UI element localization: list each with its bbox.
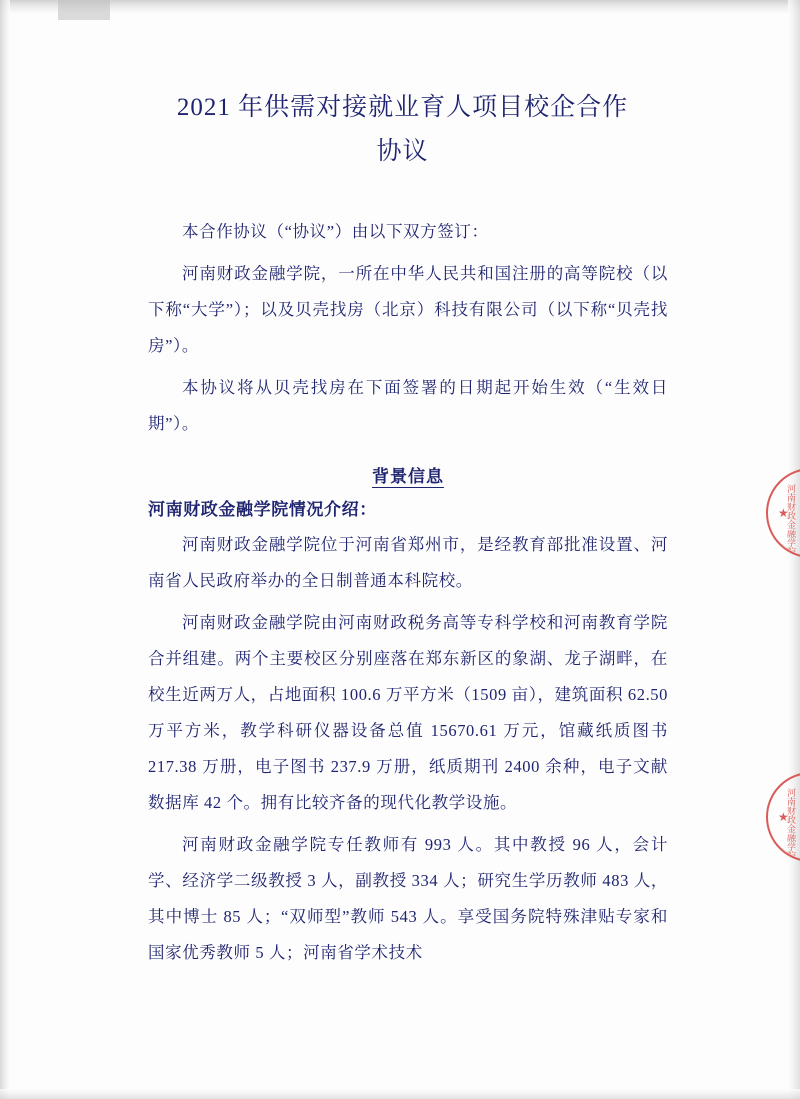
seal-stamp-lower <box>766 772 800 862</box>
paragraph-parties-detail: 河南财政金融学院，一所在中华人民共和国注册的高等院校（以下称“大学”）；以及贝壳找房（北京）科技有限公司（以下称“贝壳找房”）。 <box>148 264 668 355</box>
section-heading-background <box>148 462 668 487</box>
seal-star-icon: ★ <box>778 810 789 824</box>
seal-stamp-upper <box>766 468 800 558</box>
paragraph-effective-date: 本协议将从贝壳找房在下面签署的日期起开始生效（“生效日期”）。 <box>148 378 668 433</box>
paragraph-school-faculty-stats: 河南财政金融学院专任教师有 993 人。其中教授 96 人，会计学、经济学二级教授 3 人，副教授 334 人；研究生学历教师 483 人，其中博士 85 人；“双师型”教师 543 人。享受国务院特殊津贴专家和国家优秀教师 5 人；河南省学术技术 <box>148 835 668 962</box>
paragraph-school-location: 河南财政金融学院位于河南省郑州市，是经教育部批准设置、河南省人民政府举办的全日制普通本科院校。 <box>148 535 668 590</box>
sub-heading-school-intro: 河南财政金融学院情况介绍： <box>148 500 377 519</box>
section-heading-background-text: 背景信息 <box>372 467 444 486</box>
seal-stamp-upper-text: 河南财政金融学院 <box>786 484 796 556</box>
page-title-line-2: 协议 <box>376 138 429 165</box>
page-title-line-1: 2021 年供需对接就业育人项目校企合作 <box>176 94 629 121</box>
seal-stamp-lower-text: 河南财政金融学院 <box>786 788 796 860</box>
seal-star-icon: ★ <box>778 506 789 520</box>
paragraph-school-campus-stats: 河南财政金融学院由河南财政税务高等专科学校和河南教育学院合并组建。两个主要校区分别座落在郑东新区的象湖、龙子湖畔，在校生近两万人，占地面积 100.6 万平方米（1509 亩），建筑面积 62.50 万平方米，教学科研仪器设备总值 15670.61 万元，馆藏纸质图书 217.38 万册，电子图书 237.9 万册，纸质期刊 2400 余种，电子文献数据库 42 个。拥有比较齐备的现代化教学设施。 <box>148 613 668 812</box>
paragraph-parties-intro: 本合作协议（“协议”）由以下双方签订： <box>182 222 489 241</box>
document-body <box>148 214 668 977</box>
page-title <box>130 86 675 174</box>
